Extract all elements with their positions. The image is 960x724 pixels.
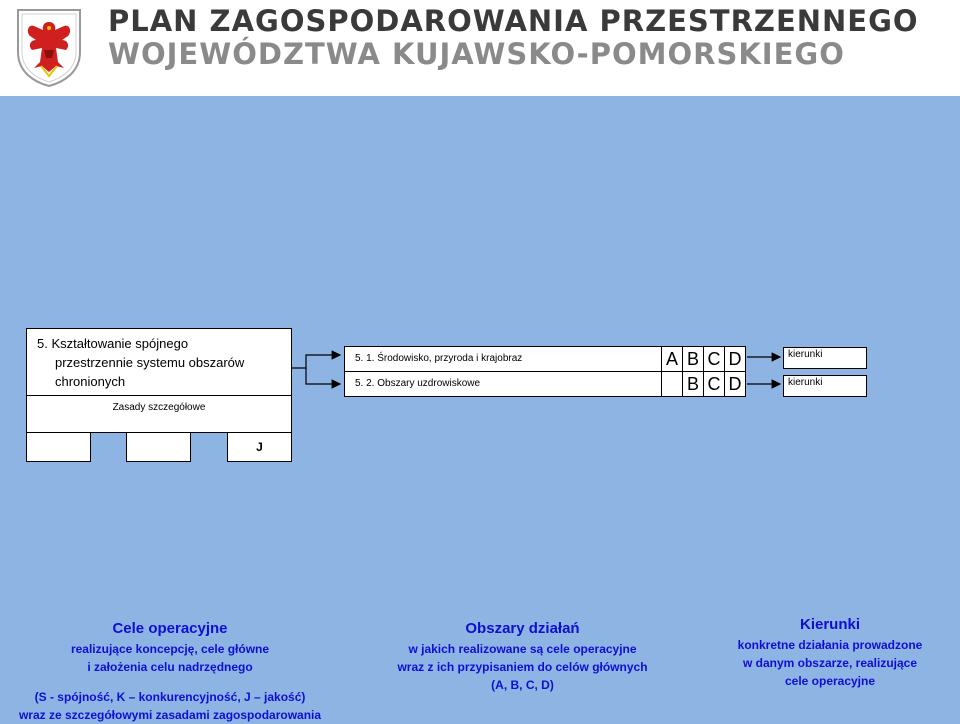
kierunki-box-2: kierunki bbox=[783, 375, 867, 397]
coat-of-arms-icon bbox=[14, 6, 84, 88]
area-label: 5. 2. Obszary uzdrowiskowe bbox=[355, 378, 481, 389]
goal-code-box-3: J bbox=[227, 432, 292, 462]
legend-kierunki bbox=[720, 614, 940, 690]
main-goals-letters bbox=[662, 346, 746, 372]
legend-text: wraz z ich przypisaniem do celów głównych bbox=[397, 660, 648, 674]
legend-text: realizujące koncepcję, cele główne bbox=[70, 642, 270, 656]
goal-title-line1: 5. Kształtowanie spójnego bbox=[37, 336, 189, 351]
letter-cell: C bbox=[703, 371, 725, 397]
letter-cell: D bbox=[724, 346, 746, 372]
area-row-5-1 bbox=[344, 346, 746, 372]
letter-cell: C bbox=[703, 346, 725, 372]
legend-heading: Cele operacyjne bbox=[112, 620, 228, 637]
kierunki-box-1: kierunki bbox=[783, 347, 867, 369]
detailed-rules-box: Zasady szczegółowe bbox=[26, 395, 292, 433]
legend-text: (A, B, C, D) bbox=[491, 678, 554, 692]
legend-text: i założenia celu nadrzędnego bbox=[87, 660, 253, 674]
area-label: 5. 1. Środowisko, przyroda i krajobraz bbox=[355, 353, 523, 364]
legend-heading: Kierunki bbox=[799, 616, 860, 633]
title-line2: WOJEWÓDZTWA KUJAWSKO-POMORSKIEGO bbox=[108, 37, 845, 71]
letter-cell: B bbox=[682, 346, 704, 372]
legend-cele-operacyjne bbox=[0, 618, 340, 724]
main-goals-letters bbox=[662, 371, 746, 397]
legend-text: konkretne działania prowadzone bbox=[737, 638, 923, 652]
goal-code-box-1 bbox=[26, 432, 91, 462]
legend-text: w jakich realizowane są cele operacyjne bbox=[408, 642, 637, 656]
letter-cell: B bbox=[682, 371, 704, 397]
goal-title-line3: chronionych bbox=[55, 374, 126, 389]
goal-code-box-2 bbox=[126, 432, 191, 462]
header bbox=[0, 0, 960, 96]
legend-text: w danym obszarze, realizujące bbox=[742, 656, 918, 670]
letter-cell: D bbox=[724, 371, 746, 397]
title-line1: PLAN ZAGOSPODAROWANIA PRZESTRZENNEGO bbox=[108, 4, 919, 38]
legend-heading: Obszary działań bbox=[465, 620, 580, 637]
operational-goal-box bbox=[26, 328, 292, 396]
legend-text: (S - spójność, K – konkurencyjność, J – jakość) bbox=[34, 690, 306, 704]
letter-cell: A bbox=[661, 346, 683, 372]
legend-obszary-dzialan bbox=[370, 618, 675, 694]
legend-text: cele operacyjne bbox=[784, 674, 876, 688]
area-row-5-2 bbox=[344, 371, 746, 397]
goal-title-line2: przestrzennie systemu obszarów bbox=[55, 355, 245, 370]
letter-cell bbox=[661, 371, 683, 397]
legend-text: wraz ze szczegółowymi zasadami zagospodarowania bbox=[18, 708, 322, 722]
